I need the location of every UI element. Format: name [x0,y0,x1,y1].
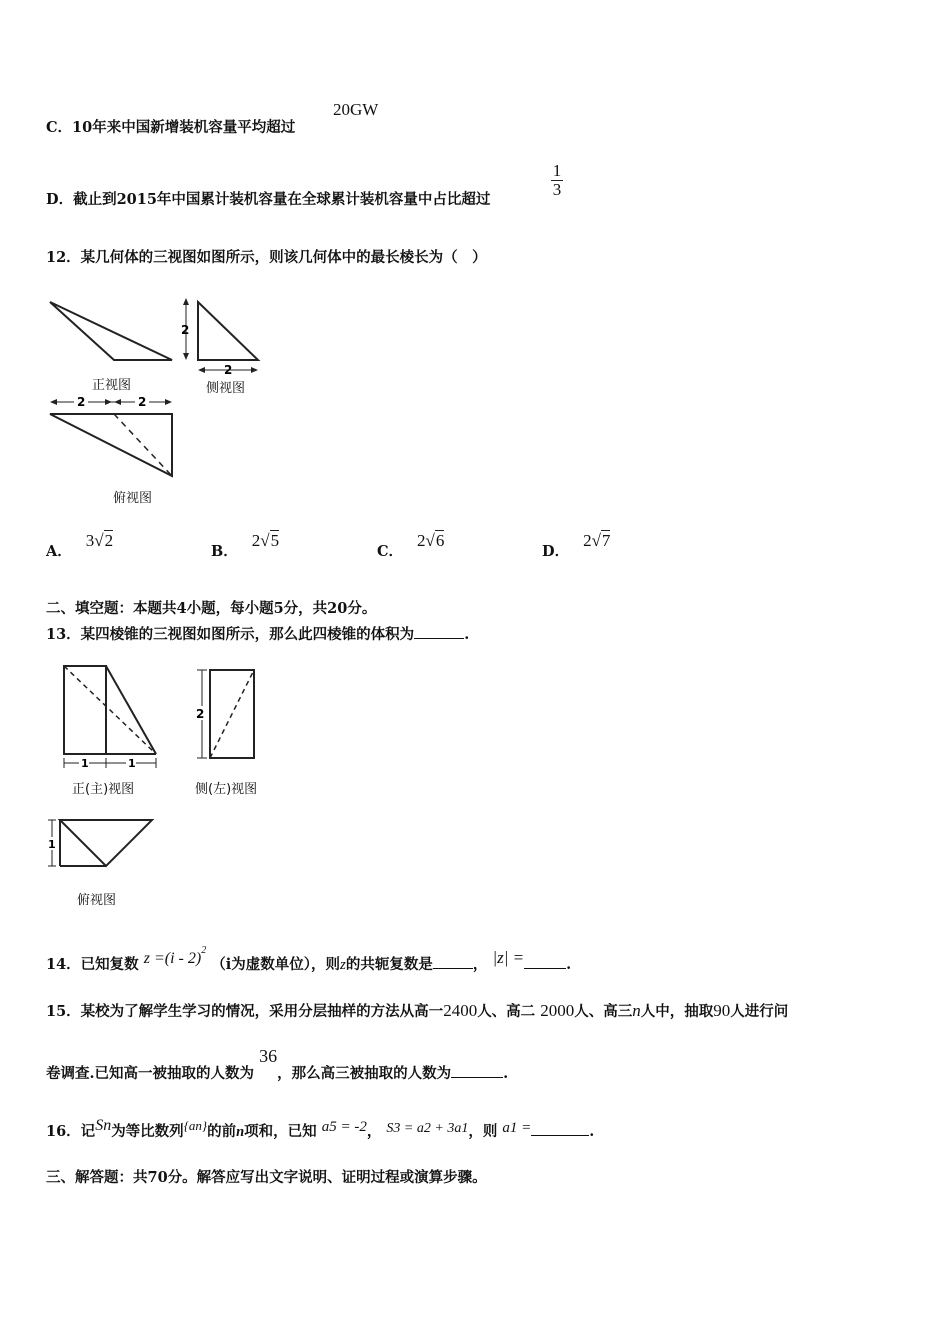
fraction-numerator: 1 [552,161,562,180]
q13-front-slant [106,666,156,754]
q15-line-2: 卷调查.已知高一被抽取的人数为 36，那么高三被抽取的人数为 . [46,1046,509,1082]
option-c-text: C．10年来中国新增装机容量平均超过 [46,119,296,136]
answer-blank [524,954,566,969]
q15-grade1-count: 2400 [443,1001,478,1020]
option-d-line [46,188,490,209]
fraction-one-third [551,162,563,199]
q13-front-right-label: 1 [128,757,136,770]
q13-top-caption: 俯视图 [77,893,117,908]
q13-line [46,623,469,644]
section-2-title: 二、填空题：本题共4小题，每小题5分，共20分。 [46,600,377,617]
q13-stem: 13．某四棱锥的三视图如图所示，那么此四棱锥的体积为 [46,626,415,643]
q13-front-caption: 正(主)视图 [72,782,135,797]
q13-end: . [464,626,470,643]
q12-front-view-shape [50,302,172,360]
q13-three-views-figure [44,660,284,870]
answer-blank [433,954,473,969]
q15-grade2-count: 2000 [540,1001,575,1020]
q14-abs: |z| = [492,948,525,967]
option-label: D． [542,543,570,560]
q14-mid2: 的共轭复数是 [345,956,433,973]
q12-side-width-label: 2 [224,363,233,377]
q12-top-hidden-edge [114,414,172,476]
q13-front-left-label: 1 [81,757,89,770]
q12-top-right-label: 2 [138,395,147,409]
q12-three-views-figure [44,290,284,510]
option-d-text: D．截止到2015年中国累计装机容量在全球累计装机容量中占比超过 [46,191,491,208]
option-label: B． [211,543,238,560]
q12-option-a [46,531,114,561]
arrowhead-icon [183,298,189,305]
q12-option-d [542,531,611,561]
answer-blank [531,1121,589,1136]
q16-a1: a1 = [502,1120,532,1136]
arrowhead-icon [198,367,205,373]
answer-blank [451,1063,503,1078]
q14-mid: （i为虚数单位），则 [211,956,341,973]
q12-top-caption: 俯视图 [113,491,153,506]
q12-side-view-shape [198,302,258,360]
q13-top-height-label: 1 [48,838,56,851]
q16-a5: a5 = -2 [321,1119,367,1135]
option-value: 2√5 [251,531,280,550]
q13-front-rect [64,666,106,754]
q14-line: 14．已知复数 z =(i - 2)$^2$ （i为虚数单位），则z的共轭复数是 ， |z| = . [46,945,572,973]
q13-side-height-label: 2 [196,707,205,721]
answer-blank [414,624,464,639]
q12-side-height-label: 2 [181,323,190,337]
option-c-line [46,116,295,137]
q14-formula: z =(i - 2)$^2$ [143,945,207,967]
arrowhead-icon [251,367,258,373]
arrowhead-icon [183,353,189,360]
q14-z: z [340,957,346,973]
q14-pre: 14．已知复数 [46,956,139,973]
q12-top-left-label: 2 [77,395,86,409]
q15-line-1: 15．某校为了解学生学习的情况，采用分层抽样的方法从高一2400人、高二 2000人、高三n人中，抽取90人进行问 [46,1001,789,1020]
section-3-title: 三、解答题：共70分。解答应写出文字说明、证明过程或演算步骤。 [46,1169,487,1186]
q15-grade3-count: n [632,1001,641,1020]
q12-option-b [211,531,280,561]
q16-sn: Sn [95,1117,112,1134]
q15-grade1-sampled: 36 [259,1046,278,1066]
arrowhead-icon [114,399,121,405]
option-label: A． [46,543,72,560]
q13-side-caption: 侧(左)视图 [195,782,258,797]
option-value: 3√2 [85,531,114,550]
q12-front-caption: 正视图 [92,378,132,393]
q16-an: {an} [183,1118,208,1133]
arrowhead-icon [165,399,172,405]
q12-stem: 12．某几何体的三视图如图所示，则该几何体中的最长棱长为（ ） [46,249,487,266]
q13-side-hidden-edge [210,670,254,758]
arrowhead-icon [105,399,112,405]
q12-top-view-shape [50,414,172,476]
q16-s3: S3 = a2 + 3a1 [386,1121,469,1136]
arrowhead-icon [50,399,57,405]
q12-side-caption: 侧视图 [206,381,246,396]
q13-front-hidden-edge [64,666,156,754]
q12-option-c [377,531,445,561]
q16-line: 16．记Sn为等比数列{an}的前n项和，已知 a5 = -2， S3 = a2 + 3a1，则 a1 = . [46,1117,595,1140]
q13-top-view-shape [60,820,152,866]
option-c-value: 20GW [333,100,379,119]
option-value: 2√6 [417,531,445,550]
option-label: C． [377,543,404,560]
q15-sample-count: 90 [713,1001,731,1020]
fraction-denominator: 3 [552,180,562,199]
option-value: 2√7 [583,531,611,550]
